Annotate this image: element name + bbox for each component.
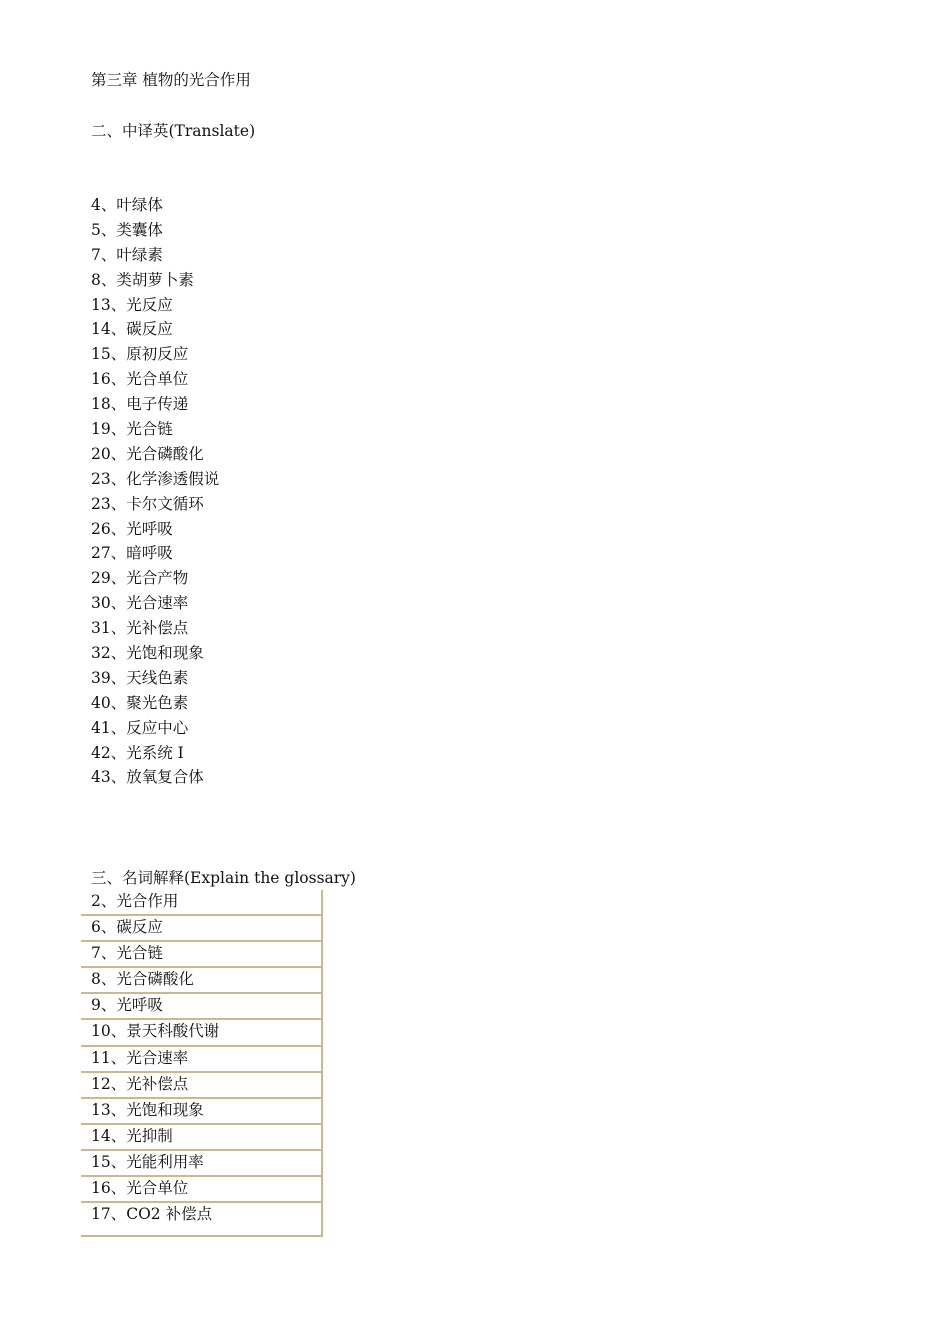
translate-term-item: 43、放氧复合体 bbox=[91, 768, 204, 787]
glossary-row: 17、CO2 补偿点 bbox=[91, 1205, 213, 1224]
glossary-row: 12、光补偿点 bbox=[81, 1073, 321, 1099]
translate-term-item: 16、光合单位 bbox=[91, 370, 189, 389]
glossary-row: 13、光饱和现象 bbox=[81, 1099, 321, 1125]
translate-term-item: 7、叶绿素 bbox=[91, 245, 163, 264]
translate-term-item: 40、聚光色素 bbox=[91, 693, 189, 712]
translate-term-item: 13、光反应 bbox=[91, 295, 173, 314]
translate-term-item: 19、光合链 bbox=[91, 420, 173, 439]
glossary-row: 2、光合作用 bbox=[81, 890, 321, 916]
section-two-heading: 二、中译英(Translate) bbox=[91, 122, 256, 140]
translate-term-item: 26、光呼吸 bbox=[91, 519, 173, 538]
translate-term-item: 4、叶绿体 bbox=[91, 196, 163, 214]
translate-term-item: 14、碳反应 bbox=[91, 320, 173, 339]
glossary-row: 10、景天科酸代谢 bbox=[81, 1020, 321, 1046]
chapter-title: 第三章 植物的光合作用 bbox=[91, 71, 251, 89]
glossary-row: 14、光抑制 bbox=[81, 1125, 321, 1151]
glossary-row: 8、光合磷酸化 bbox=[81, 968, 321, 994]
glossary-row: 16、光合单位 bbox=[81, 1177, 321, 1203]
translate-term-item: 27、暗呼吸 bbox=[91, 544, 173, 563]
translate-term-item: 30、光合速率 bbox=[91, 594, 189, 613]
translate-term-item: 15、原初反应 bbox=[91, 345, 189, 364]
translate-term-item: 20、光合磷酸化 bbox=[91, 444, 204, 463]
translate-term-item: 29、光合产物 bbox=[91, 569, 189, 588]
translate-term-item: 5、类囊体 bbox=[91, 220, 163, 239]
glossary-row: 9、光呼吸 bbox=[81, 994, 321, 1020]
translate-term-item: 32、光饱和现象 bbox=[91, 644, 204, 663]
translate-term-item: 8、类胡萝卜素 bbox=[91, 270, 194, 289]
translate-term-item: 42、光系统 I bbox=[91, 743, 184, 762]
translate-term-item: 23、卡尔文循环 bbox=[91, 494, 204, 513]
translate-term-list bbox=[91, 195, 219, 792]
translate-term-item: 41、反应中心 bbox=[91, 718, 189, 737]
glossary-row: 11、光合速率 bbox=[81, 1047, 321, 1073]
translate-term-item: 39、天线色素 bbox=[91, 668, 189, 687]
glossary-row: 6、碳反应 bbox=[81, 916, 321, 942]
translate-term-item: 31、光补偿点 bbox=[91, 619, 189, 638]
translate-term-item: 23、化学渗透假说 bbox=[91, 469, 220, 488]
glossary-row: 15、光能利用率 bbox=[81, 1151, 321, 1177]
translate-term-item: 18、电子传递 bbox=[91, 395, 189, 414]
glossary-table bbox=[81, 890, 323, 1237]
glossary-row: 7、光合链 bbox=[81, 942, 321, 968]
section-three-heading: 三、名词解释(Explain the glossary) bbox=[91, 869, 356, 887]
